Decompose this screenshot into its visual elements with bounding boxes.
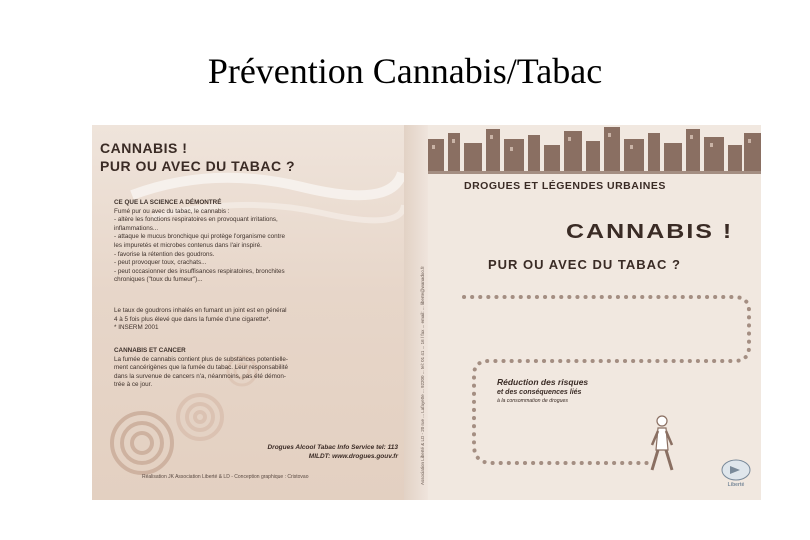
science-line: - peut occasionner des insuffisances respiratoires, bronchites [114, 267, 285, 275]
reduction-line1: Réduction des risques [497, 377, 589, 387]
science-line: - favorise la rétention des goudrons. [114, 250, 215, 258]
cancer-section [114, 347, 384, 390]
science-heading: CE QUE LA SCIENCE A DÉMONTRÉ [114, 199, 222, 206]
front-title-main: CANNABIS ! [566, 220, 734, 243]
brochure-front-panel [404, 125, 761, 500]
spine-text: Association Liberté & LD - 20 rue ... Lafayette ... 92200 ... tel: 01 41 ... 16 / fax ... email: ... liberte@wanadoo.fr [420, 266, 425, 485]
science-line: - peut provoquer toux, crachats... [114, 259, 207, 267]
reduction-block [497, 377, 677, 405]
goudrons-section [114, 307, 384, 333]
footer-mildt: MILDT: www.drogues.gouv.fr [308, 453, 398, 460]
science-line: - attaque le mucus bronchique qui protège l'organisme contre [114, 233, 285, 241]
brochure-image [92, 125, 761, 500]
science-line: chroniques ("toux du fumeur")... [114, 276, 203, 284]
reduction-line3: à la consommation de drogues [497, 398, 568, 404]
cancer-line: La fumée de cannabis contient plus de substances potentielle- [114, 355, 288, 363]
goudrons-line: * INSERM 2001 [114, 324, 159, 332]
slide-title: Prévention Cannabis/Tabac [207, 51, 603, 91]
back-title-line1: CANNABIS ! [100, 140, 188, 156]
science-section [114, 199, 384, 285]
walking-figure-icon [652, 416, 672, 470]
brochure-back-panel [92, 125, 404, 500]
back-credits: Réalisation JK Association Liberté & LD - Conception graphique : Cristovao [142, 474, 309, 480]
goudrons-line: Le taux de goudrons inhalés en fumant un joint est en général [114, 307, 287, 314]
cancer-line: ment cancérigènes que la fumée du tabac. Leur responsabilité [114, 364, 288, 372]
science-line: Fumé pur ou avec du tabac, le cannabis : [114, 207, 230, 215]
cancer-line: dans la survenue de cancers n'a, néanmoins, pas été démon- [114, 372, 287, 380]
swirl-medium-icon [178, 395, 222, 439]
swirl-large-icon [112, 413, 172, 473]
cancer-line: trée à ce jour. [114, 381, 153, 389]
reduction-line2: et des conséquences liés [497, 389, 582, 396]
footer-info-service: Drogues Alcool Tabac Info Service tel: 113 [267, 444, 398, 451]
back-footer [202, 443, 398, 461]
science-line: inflammations... [114, 224, 159, 232]
back-title-line2: PUR OU AVEC DU TABAC ? [100, 158, 296, 174]
goudrons-line: 4 à 5 fois plus élevé que dans la fumée d'une cigarette*. [114, 315, 271, 323]
front-title-sub: PUR OU AVEC DU TABAC ? [488, 257, 681, 272]
science-line: - altère les fonctions respiratoires en provoquant irritations, [114, 216, 278, 224]
back-title [100, 139, 400, 175]
city-skyline-icon [428, 127, 761, 171]
series-title: DROGUES ET LÉGENDES URBAINES [464, 180, 666, 192]
association-logo-icon [722, 460, 750, 480]
cancer-heading: CANNABIS ET CANCER [114, 347, 186, 354]
science-line: les impuretés et microbes contenus dans l'air inspiré. [114, 241, 262, 249]
logo-label: Liberté [727, 482, 745, 488]
